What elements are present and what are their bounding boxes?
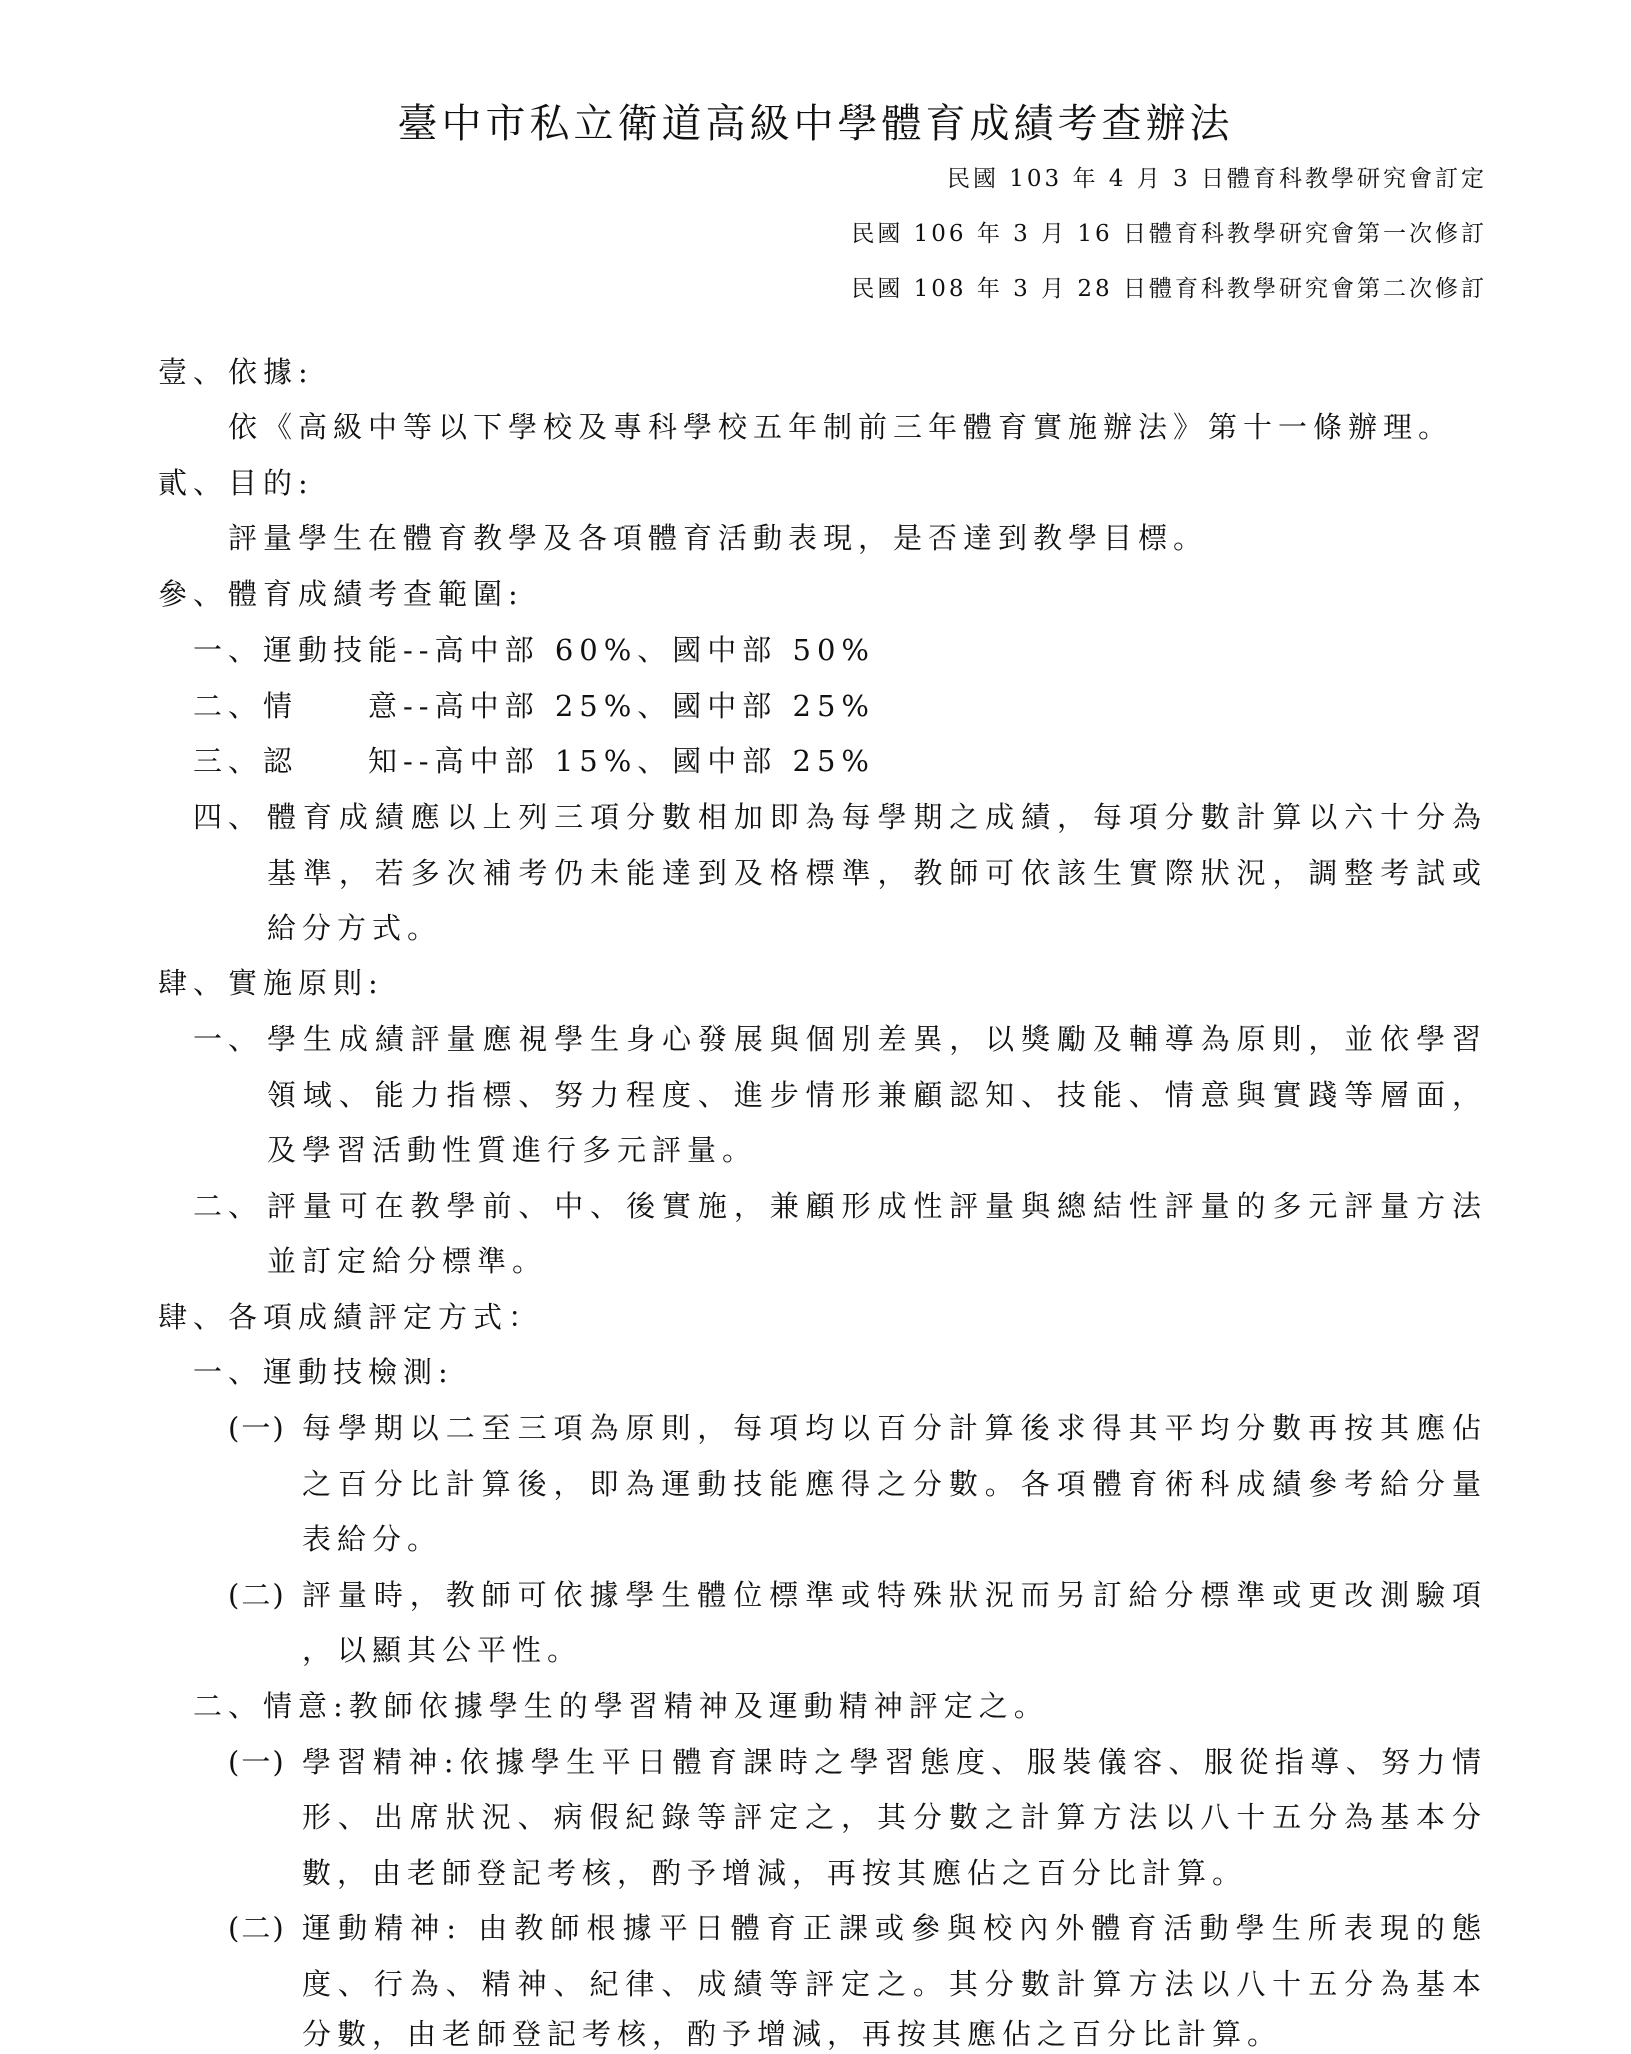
paragraph-line: 領域、能力指標、努力程度、進步情形兼顧認知、技能、情意與實踐等層面，: [267, 1078, 1487, 1112]
paragraph-line: 度、行為、精神、紀律、成績等評定之。其分數計算方法以八十五分為基本: [302, 1967, 1487, 2001]
paragraph: 評量學生在體育教學及各項體育活動表現，是否達到教學目標。: [228, 521, 1209, 555]
revision-line: 民國 103 年 4 月 3 日體育科教學研究會訂定: [946, 166, 1487, 192]
list-item: 三、認 知--高中部 15%、國中部 25%: [193, 744, 875, 778]
paragraph-line: 運動精神: 由教師根據平日體育正課或參與校內外體育活動學生所表現的態: [302, 1911, 1487, 1945]
paragraph-line: 基準，若多次補考仍未能達到及格標準，教師可依該生實際狀況，調整考試或: [267, 856, 1487, 890]
paragraph-line: 分數，由老師登記考核，酌予增減，再按其應佔之百分比計算。: [302, 2017, 1283, 2051]
subsection-heading: 一、運動技檢測:: [193, 1355, 454, 1389]
list-marker: (二): [228, 1911, 286, 1945]
paragraph-line: 每學期以二至三項為原則，每項均以百分計算後求得其平均分數再按其應佔: [302, 1411, 1487, 1445]
list-marker: 二、: [193, 1189, 264, 1223]
list-item: 一、運動技能--高中部 60%、國中部 50%: [193, 633, 875, 667]
paragraph-line: 給分方式。: [267, 911, 443, 945]
list-marker: (一): [228, 1745, 286, 1779]
paragraph-line: 表給分。: [302, 1522, 443, 1556]
paragraph-line: 評量可在教學前、中、後實施，兼顧形成性評量與總結性評量的多元評量方法: [267, 1189, 1487, 1223]
subsection-heading: 二、情意:教師依據學生的學習精神及運動精神評定之。: [193, 1689, 1049, 1723]
list-marker: 四、: [193, 800, 264, 834]
section-heading: 參、體育成績考查範圍:: [158, 577, 524, 611]
paragraph: 依《高級中等以下學校及專科學校五年制前三年體育實施辦法》第十一條辦理。: [228, 410, 1454, 444]
revision-line: 民國 106 年 3 月 16 日體育科教學研究會第一次修訂: [851, 221, 1487, 247]
list-item: 二、情 意--高中部 25%、國中部 25%: [193, 689, 875, 723]
paragraph-line: 體育成績應以上列三項分數相加即為每學期之成績，每項分數計算以六十分為: [267, 800, 1487, 834]
paragraph-line: 數，由老師登記考核，酌予增減，再按其應佔之百分比計算。: [302, 1856, 1248, 1890]
list-marker: 一、: [193, 1022, 264, 1056]
section-heading: 肆、實施原則:: [158, 966, 384, 1000]
section-heading: 肆、各項成績評定方式：: [158, 1300, 544, 1334]
revision-line: 民國 108 年 3 月 28 日體育科教學研究會第二次修訂: [851, 276, 1487, 302]
paragraph-line: 及學習活動性質進行多元評量。: [267, 1133, 758, 1167]
paragraph-line: 之百分比計算後，即為運動技能應得之分數。各項體育術科成績參考給分量: [302, 1467, 1487, 1501]
section-heading: 貳、目的:: [158, 466, 314, 500]
paragraph-line: 學生成績評量應視學生身心發展與個別差異，以獎勵及輔導為原則，並依學習: [267, 1022, 1487, 1056]
document-title: 臺中市私立衛道高級中學體育成績考查辦法: [397, 101, 1234, 147]
list-marker: (一): [228, 1411, 286, 1445]
paragraph-line: 並訂定給分標準。: [267, 1244, 548, 1278]
paragraph-line: 評量時，教師可依據學生體位標準或特殊狀況而另訂給分標準或更改測驗項: [302, 1578, 1487, 1612]
paragraph-line: ，以顯其公平性。: [302, 1633, 583, 1667]
paragraph-line: 學習精神:依據學生平日體育課時之學習態度、服裝儀容、服從指導、努力情: [302, 1745, 1487, 1779]
section-heading: 壹、依據:: [158, 355, 314, 389]
list-marker: (二): [228, 1578, 286, 1612]
paragraph-line: 形、出席狀況、病假紀錄等評定之，其分數之計算方法以八十五分為基本分: [302, 1800, 1487, 1834]
